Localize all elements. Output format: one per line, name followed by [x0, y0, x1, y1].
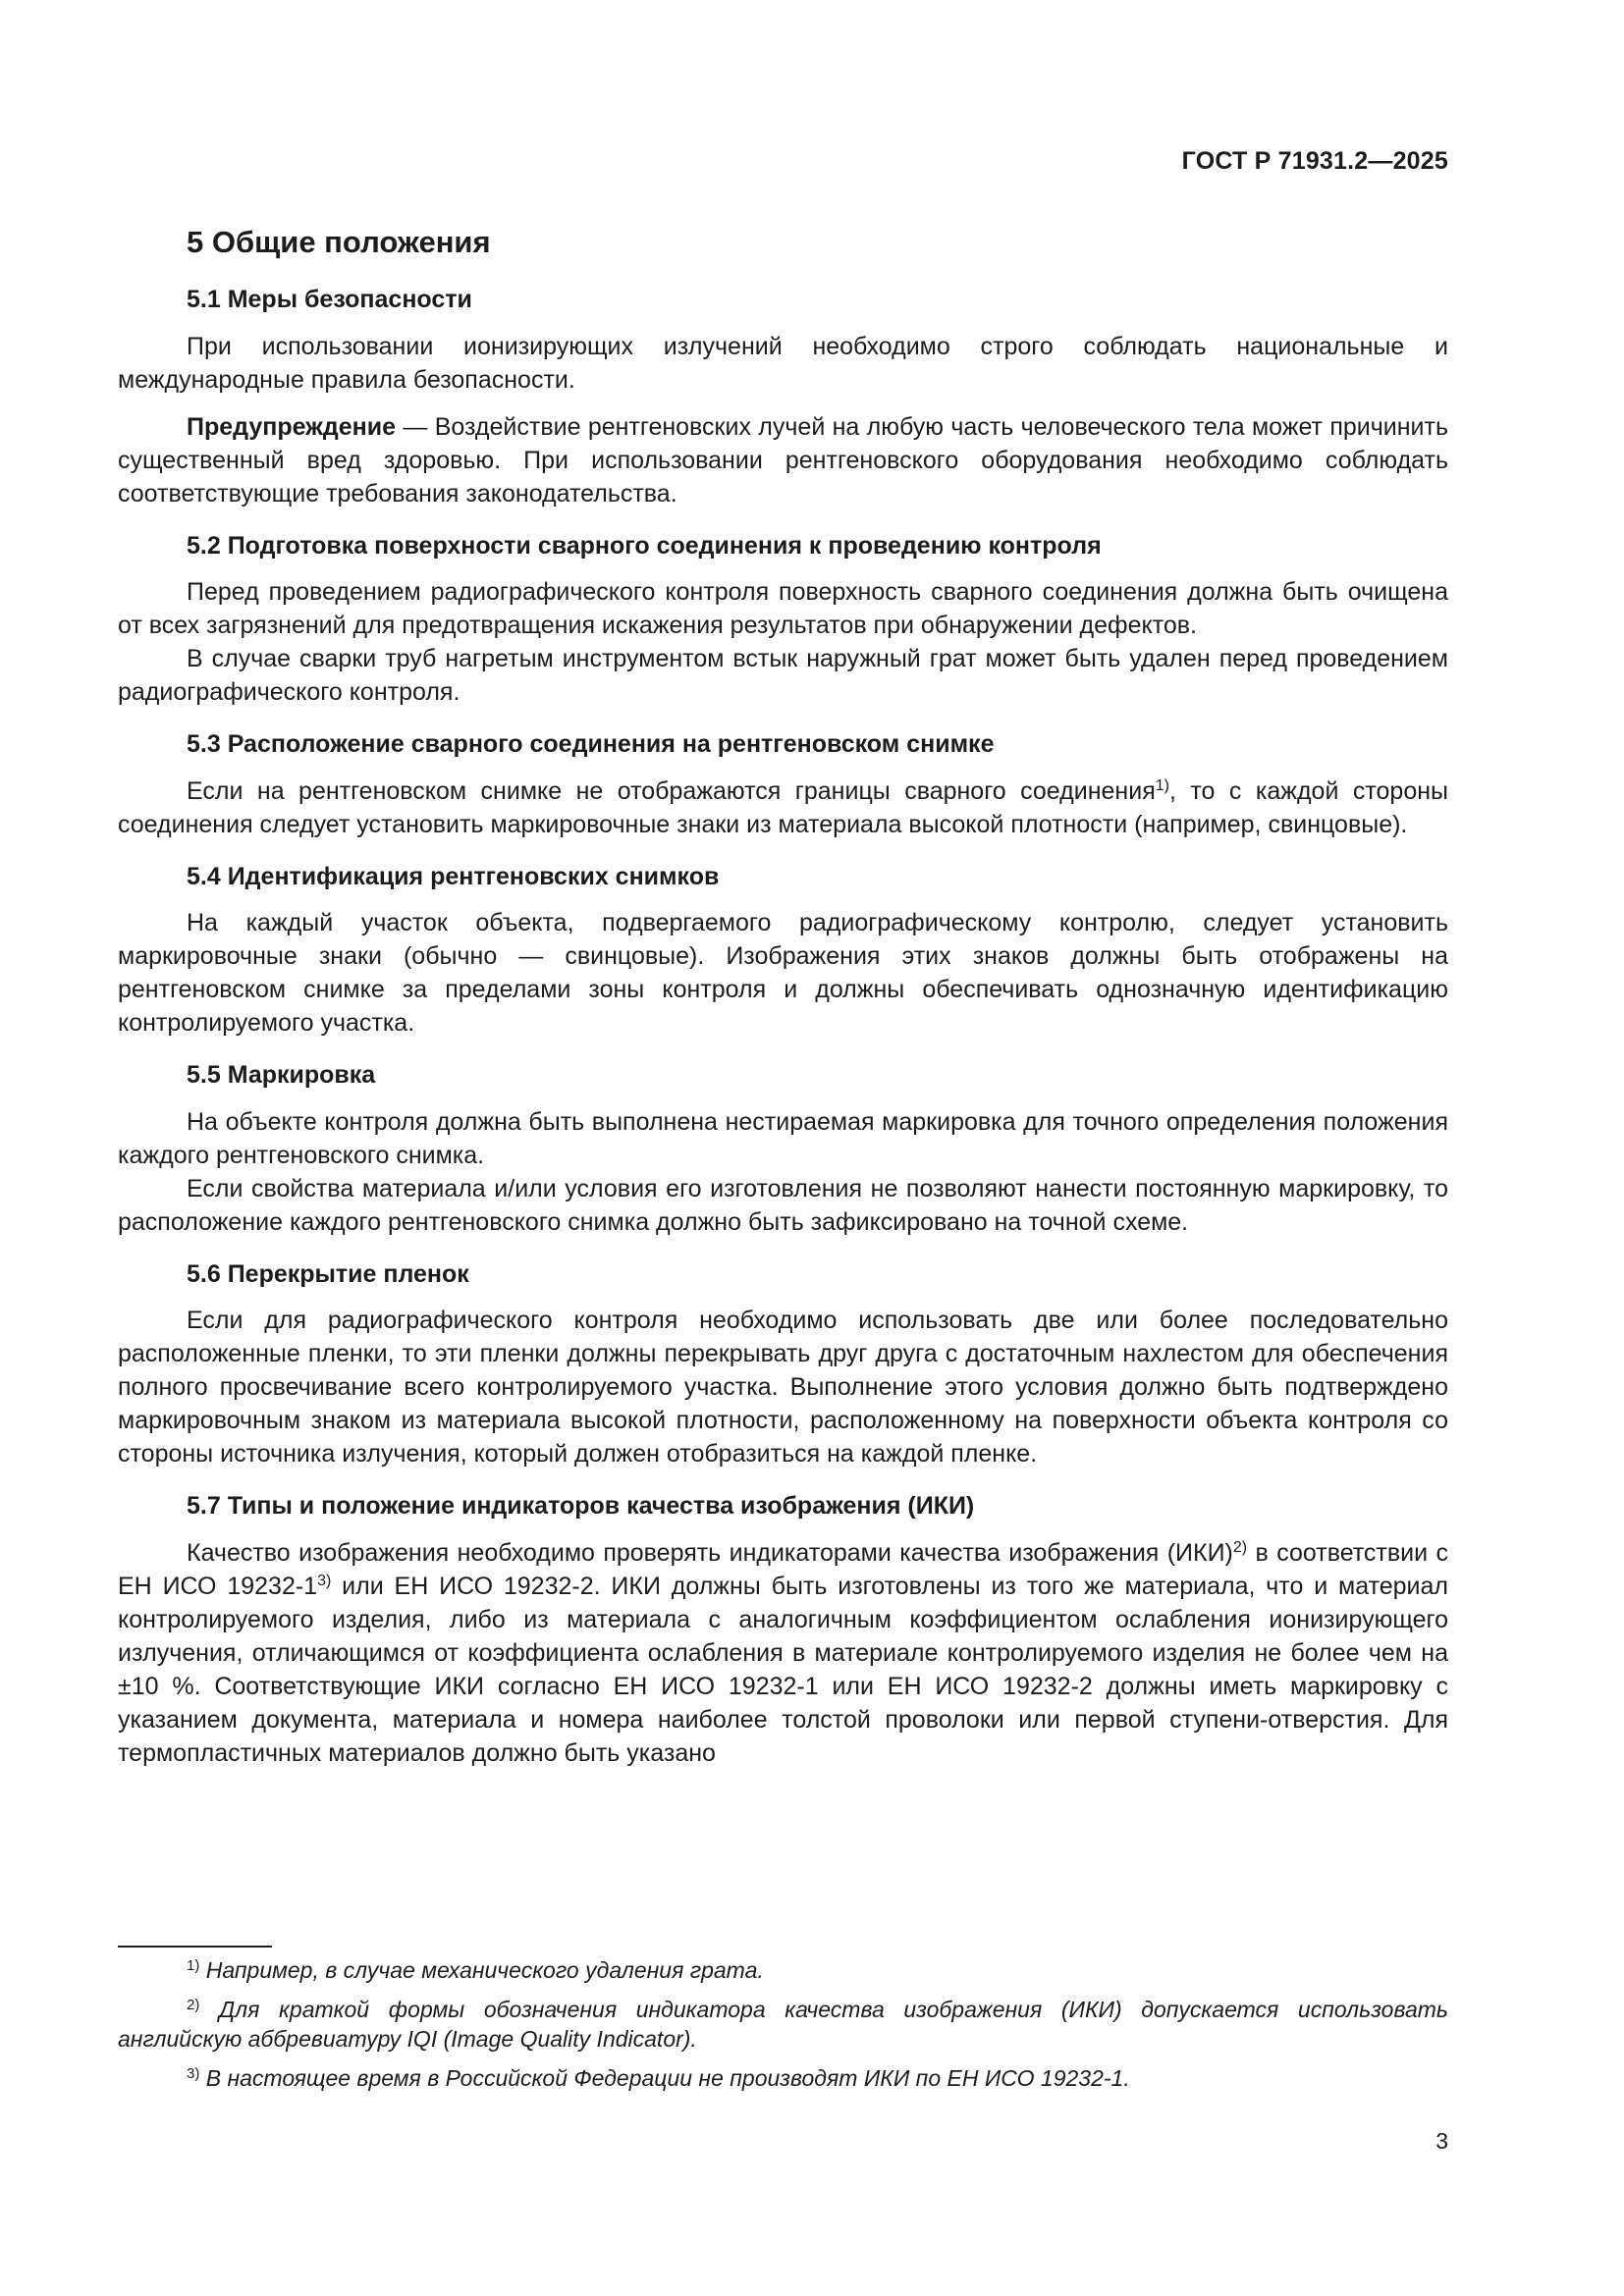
- section-5-5-paragraph-2: Если свойства материала и/или условия его изготовления не позволяют нанести постоянную маркировку, то расположение каждого рентгеновского снимка должно быть зафиксировано на точной схеме.: [118, 1174, 1448, 1236]
- footnote-2-text: Для краткой формы обозначения индикатора качества изображения (ИКИ) допускается использовать английскую аббревиатуру IQI (Image Quality Indicator).: [118, 1997, 1448, 2052]
- section-5-3-text-b: , то с каждой стороны соединения следует установить маркировочные знаки из материала высокой плотности (например, свинцовые).: [118, 776, 1449, 838]
- footnote-ref-1: 1): [1155, 776, 1169, 794]
- section-5-6-title: 5.6 Перекрытие пленок: [187, 1259, 469, 1288]
- section-5-7-text-a: Качество изображения необходимо проверять индикаторами качества изображения (ИКИ): [187, 1538, 1233, 1567]
- footnote-1-mark: 1): [187, 1957, 200, 1974]
- page-number: 3: [1435, 2128, 1448, 2154]
- footnote-3-mark: 3): [187, 2065, 200, 2082]
- section-5-4-paragraph-1: На каждый участок объекта, подвергаемого радиографическому контролю, следует установить маркировочные знаки (обычно — свинцовые). Изображения этих знаков должны быть отображены на рентгеновском снимке за пределами зоны контроля и должны обеспечивать однозначную идентификацию контролируемого участка.: [118, 909, 1448, 1038]
- warning-label: Предупреждение: [187, 412, 397, 441]
- footnotes: [118, 1955, 1448, 2103]
- section-5-5-paragraph-1: На объекте контроля должна быть выполнена нестираемая маркировка для точного определения положения каждого рентгеновского снимка.: [118, 1107, 1448, 1169]
- section-5-7-paragraph-1: [118, 1536, 1448, 1770]
- section-5-2-title: 5.2 Подготовка поверхности сварного соединения к проведению контроля: [187, 531, 1102, 560]
- section-5-3-text-a: Если на рентгеновском снимке не отображаются границы сварного соединения: [187, 776, 1156, 805]
- section-5-4-title: 5.4 Идентификация рентгеновских снимков: [187, 862, 720, 890]
- section-5-3-paragraph-1: [118, 774, 1448, 841]
- section-5-1-paragraph-1: При использовании ионизирующих излучений необходимо строго соблюдать национальные и международные правила безопасности.: [118, 332, 1448, 394]
- section-5-title: 5 Общие положения: [187, 225, 491, 259]
- main-content: [118, 224, 1448, 1770]
- footnote-ref-3: 3): [317, 1572, 332, 1589]
- section-5-7-title: 5.7 Типы и положение индикаторов качества изображения (ИКИ): [187, 1492, 975, 1521]
- footnote-2-mark: 2): [187, 1997, 200, 2013]
- section-5-1-warning: [118, 410, 1448, 510]
- footnote-1-text: Например, в случае механического удаления грата.: [199, 1957, 764, 1983]
- footnote-ref-2: 2): [1232, 1538, 1248, 1556]
- section-5-7-text-c: или ЕН ИСО 19232-2. ИКИ должны быть изготовлены из того же материала, что и материал контролируемого изделия, либо из материала с аналогичным коэффициентом ослабления ионизирующего излучения, отличающимся от коэффициента ослабления в материале контролируемого изделия не более чем на ±10 %. Соответствующие ИКИ согласно ЕН ИСО 19232-1 или ЕН ИСО 19232-2 должны иметь маркировку с указанием документа, материала и номера наиболее толстой проволоки или первой ступени-отверстия. Для термопластичных материалов должно быть указано: [118, 1572, 1448, 1767]
- document-code: ГОСТ Р 71931.2—2025: [1181, 147, 1448, 175]
- section-5-6-paragraph-1: Если для радиографического контроля необходимо использовать две или более последовательно расположенные пленки, то эти пленки должны перекрывать друг друга с достаточным нахлестом для обеспечения полного просвечивание всего контролируемого участка. Выполнение этого условия должно быть подтверждено маркировочным знаком из материала высокой плотности, расположенному на поверхности объекта контроля со стороны источника излучения, который должен отобразиться на каждой пленке.: [118, 1307, 1448, 1468]
- footnote-1: [118, 1955, 1448, 1985]
- footnote-divider: [118, 1946, 272, 1948]
- footnote-3-text: В настоящее время в Российской Федерации не производят ИКИ по ЕН ИСО 19232-1.: [199, 2065, 1130, 2091]
- section-5-2-paragraph-2: В случае сварки труб нагретым инструментом встык наружный грат может быть удален перед проведением радиографического контроля.: [118, 645, 1448, 707]
- warning-text: — Воздействие рентгеновских лучей на любую часть человеческого тела может причинить существенный вред здоровью. При использовании рентгеновского оборудования необходимо соблюдать соответствующие требования законодательства.: [118, 412, 1448, 507]
- section-5-3-title: 5.3 Расположение сварного соединения на рентгеновском снимке: [187, 730, 995, 759]
- footnote-2: [118, 1995, 1448, 2054]
- section-5-2-paragraph-1: Перед проведением радиографического контроля поверхность сварного соединения должна быть очищена от всех загрязнений для предотвращения искажения результатов при обнаружении дефектов.: [118, 578, 1448, 640]
- footnote-3: [118, 2063, 1448, 2093]
- section-5-7-text-b: в соответствии с ЕН ИСО 19232-1: [118, 1538, 1448, 1600]
- section-5-1-title: 5.1 Меры безопасности: [187, 286, 472, 314]
- section-5-5-title: 5.5 Маркировка: [187, 1061, 376, 1090]
